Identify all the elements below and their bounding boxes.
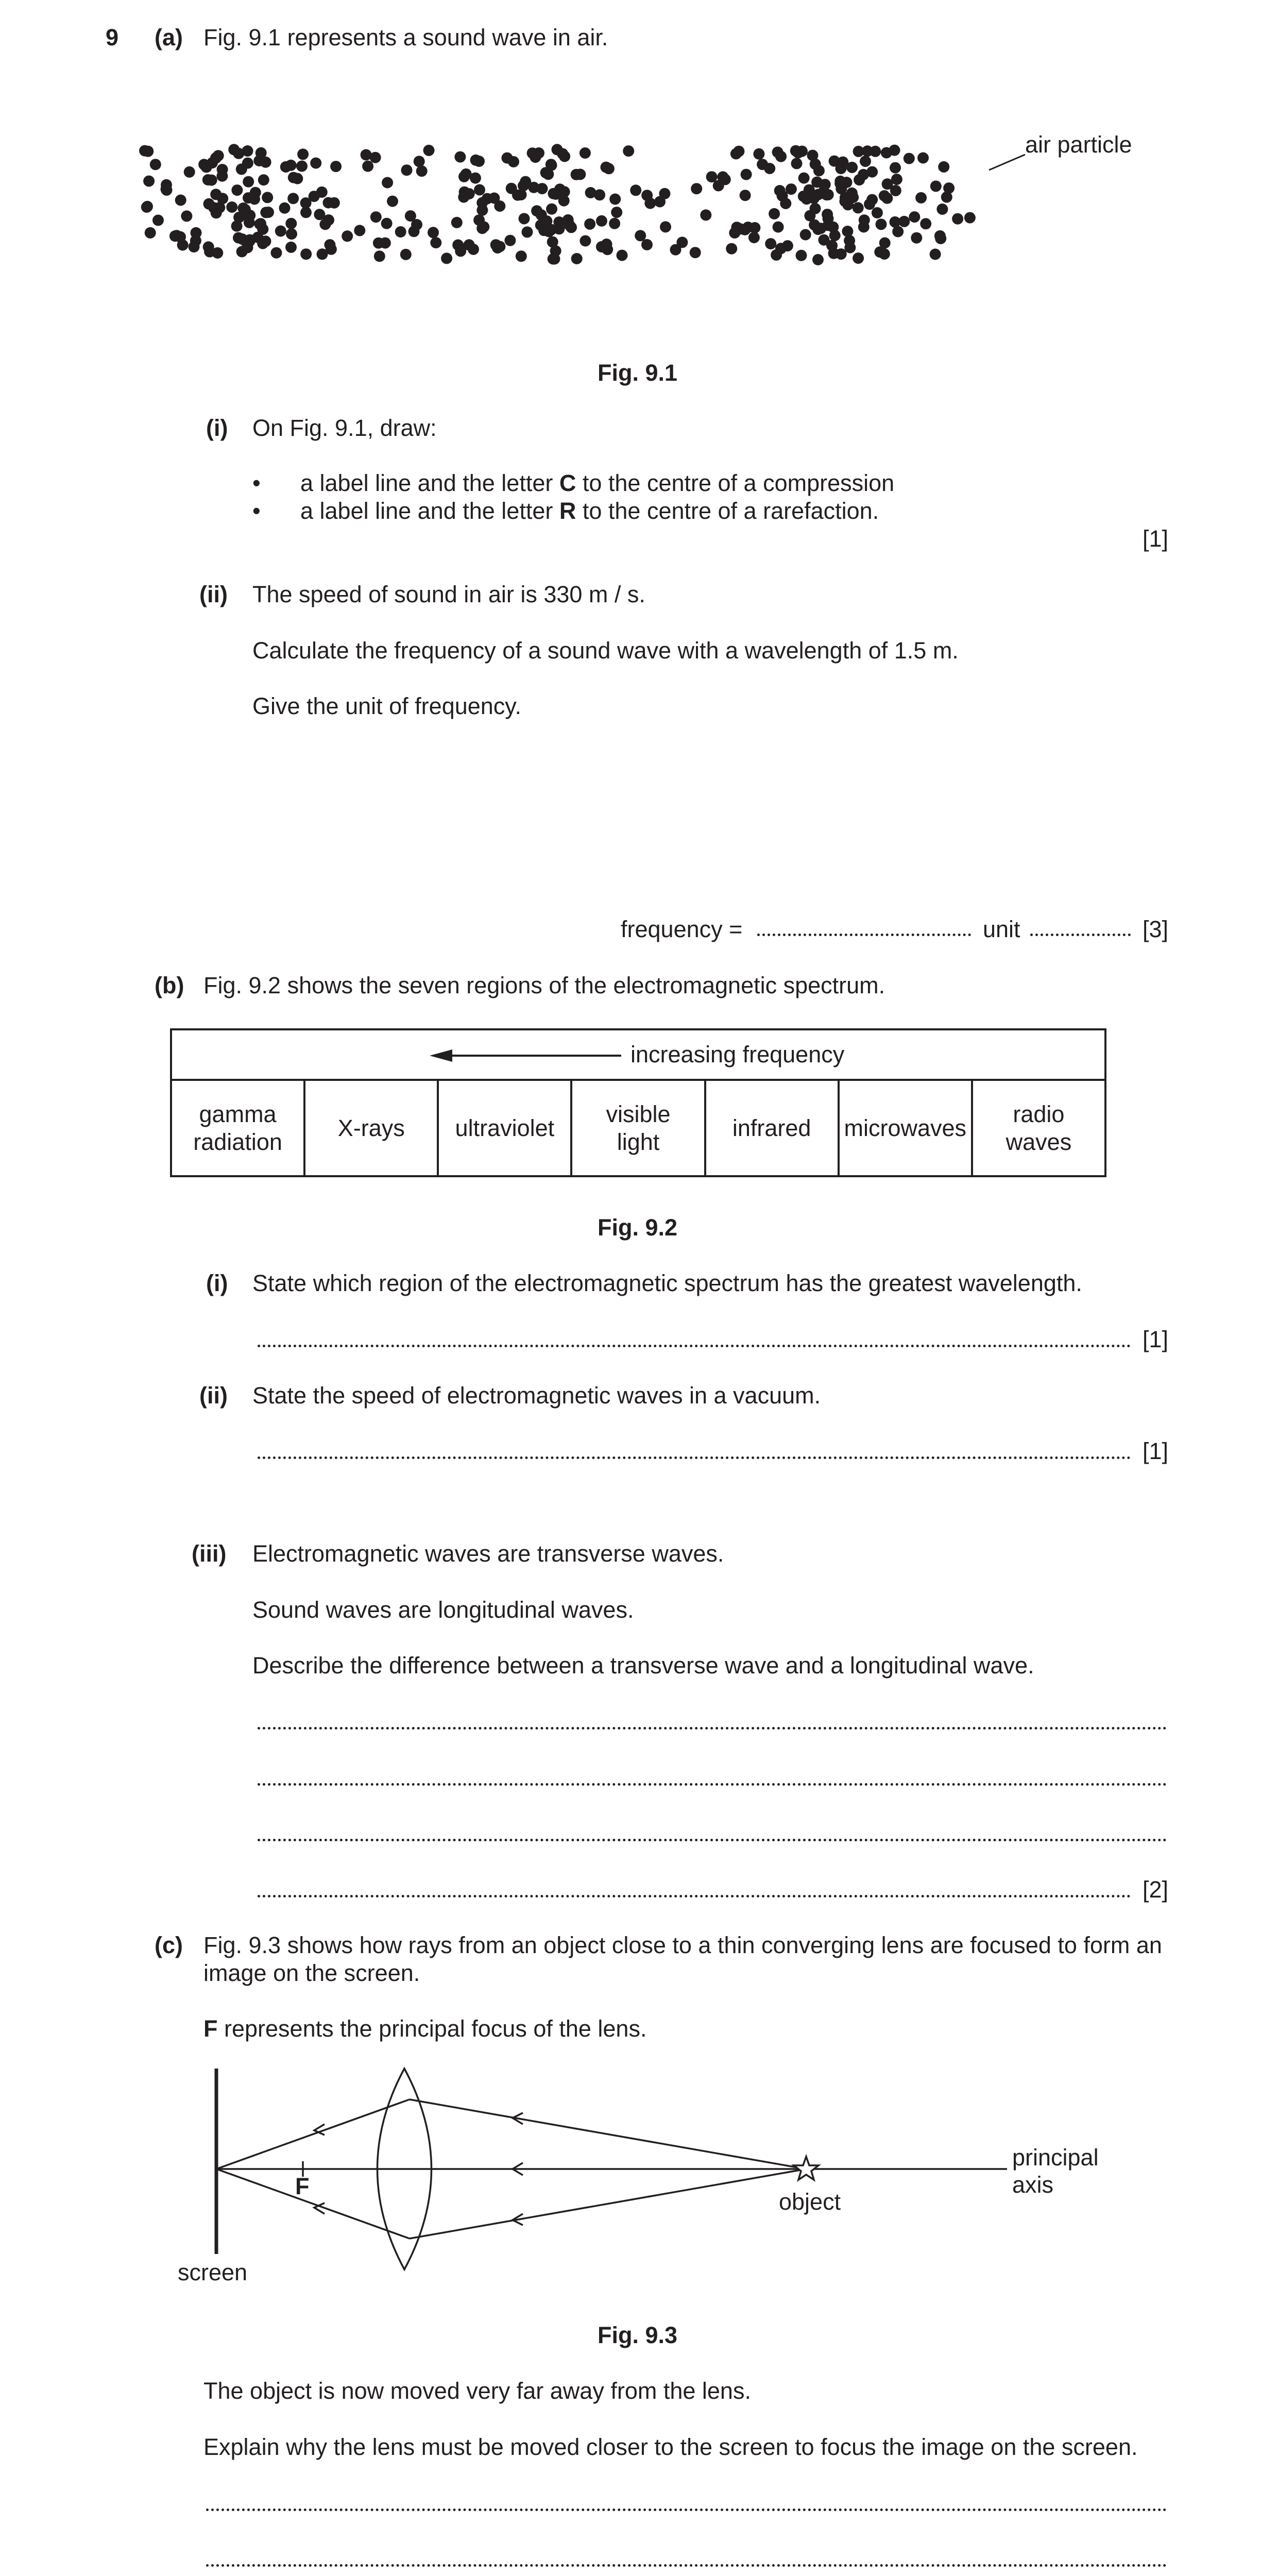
air-particle-dot: [310, 158, 321, 169]
air-particle-label-line: [989, 155, 1025, 170]
air-particle-dot: [791, 158, 803, 169]
air-particle-dot: [601, 162, 612, 173]
air-particle-dot: [175, 195, 186, 206]
air-particle-dot: [243, 176, 254, 188]
air-particle-dot: [143, 176, 155, 187]
air-particle-dot: [257, 238, 268, 249]
air-particle-dot: [790, 145, 802, 157]
fig-9-2-caption: Fig. 9.2: [598, 1214, 678, 1241]
air-particle-dot: [518, 180, 529, 192]
air-particle-dot: [233, 212, 245, 223]
air-particle-dot: [441, 252, 452, 264]
part-b-iii-line2: Sound waves are longitudinal waves.: [252, 1597, 634, 1623]
air-particle-dot: [504, 235, 516, 246]
air-particle-dot: [635, 230, 646, 241]
air-particle-dot: [416, 165, 428, 177]
air-particle-dot: [815, 223, 826, 234]
air-particle-dot: [574, 168, 586, 180]
fig-9-3-caption: Fig. 9.3: [598, 2322, 678, 2348]
air-particle-dot: [623, 145, 634, 157]
air-particle-dot: [826, 240, 838, 251]
air-particle-dot: [177, 240, 189, 251]
air-particle-dot: [879, 248, 890, 260]
bullet-icon: •: [252, 498, 261, 524]
air-particle-dot: [387, 196, 398, 207]
air-particle-dot: [300, 197, 312, 209]
air-particle-dot: [354, 225, 365, 236]
air-particle-dot: [584, 218, 595, 230]
air-particle-dot: [909, 211, 920, 223]
fig-9-1-caption: Fig. 9.1: [598, 360, 678, 386]
air-particle-dot: [260, 157, 271, 168]
air-particle-dot: [473, 214, 485, 226]
air-particle-dot: [866, 166, 878, 178]
air-particle-dot: [161, 184, 173, 196]
air-particle-dot: [314, 209, 325, 220]
air-particle-dot: [798, 173, 810, 184]
air-particle-dot: [911, 232, 922, 244]
marks-a-i: [1]: [1143, 526, 1169, 552]
air-particle-dot: [748, 232, 760, 243]
air-particle-dot: [244, 217, 255, 228]
air-particle-dot: [740, 190, 751, 201]
air-particle-dot: [617, 250, 628, 261]
air-particle-dot: [713, 180, 724, 191]
air-particle-dot: [771, 249, 782, 261]
air-particle-dot: [609, 218, 620, 229]
air-particle-dot: [285, 160, 297, 171]
air-particle-dot: [326, 244, 337, 255]
air-particle-dot: [400, 249, 412, 260]
air-particle-dot: [260, 207, 271, 218]
question-number: 9: [106, 24, 119, 50]
air-particle-dot: [800, 229, 811, 241]
air-particle-dot: [764, 163, 775, 174]
frequency-answer-line[interactable]: [757, 934, 971, 936]
air-particle-dot: [454, 151, 466, 163]
air-particle-dot: [519, 213, 530, 224]
region-radio: radio waves: [972, 1080, 1105, 1176]
air-particle-dot: [506, 183, 517, 194]
part-b-i-label: (i): [206, 1270, 228, 1296]
air-particle-dot: [423, 145, 435, 156]
air-particle-dot: [580, 147, 591, 159]
air-particle-dot: [580, 235, 591, 247]
air-particle-dot: [934, 230, 946, 242]
air-particle-dot: [468, 244, 479, 255]
air-particle-dot: [152, 215, 164, 226]
air-particle-dot: [142, 201, 153, 212]
focus-label: F: [295, 2173, 310, 2199]
air-particle-dot: [898, 216, 910, 227]
air-particle-dot: [191, 227, 202, 239]
air-particle-dot: [571, 253, 583, 264]
air-particle-dot: [508, 156, 519, 167]
air-particle-dot: [547, 236, 558, 248]
region-microwaves: microwaves: [839, 1080, 972, 1176]
air-particle-dot: [769, 208, 780, 219]
part-a-ii-line2: Calculate the frequency of a sound wave with a wavelength of 1.5 m.: [252, 637, 959, 664]
air-particle-dot: [150, 159, 161, 170]
part-b-iii-line3: Describe the difference between a transverse wave and a longitudinal wave.: [252, 1652, 1034, 1679]
part-b-intro: Fig. 9.2 shows the seven regions of the electromagnetic spectrum.: [203, 972, 885, 998]
air-particle-dot: [554, 183, 566, 195]
air-particle-dot: [860, 156, 871, 167]
air-particle-dot: [930, 180, 942, 192]
air-particle-dot: [226, 201, 237, 213]
air-particle-dot: [287, 193, 299, 204]
air-particle-dot: [892, 226, 904, 238]
air-particle-dot: [279, 202, 291, 214]
air-particle-dot: [411, 219, 422, 230]
air-particle-dot: [542, 168, 554, 180]
air-particle-dot: [329, 197, 340, 209]
air-particle-dot: [145, 227, 156, 239]
air-particle-dot: [184, 166, 195, 178]
air-particle-dot: [546, 204, 557, 215]
arrow-left-icon: [430, 1048, 636, 1063]
air-particle-dot: [739, 224, 751, 235]
air-particle-dot: [641, 239, 653, 250]
air-particle-dot: [881, 147, 892, 159]
part-b-i-prompt: State which region of the electromagnetic spectrum has the greatest wavelength.: [252, 1270, 1082, 1296]
unit-answer-label: unit: [983, 916, 1020, 942]
ray-upper-object: [410, 2099, 806, 2169]
air-particle-dot: [920, 218, 931, 229]
air-particle-dot: [374, 250, 385, 262]
answer-line-b-iii-3[interactable]: [258, 1839, 1167, 1841]
part-a-label: (a): [155, 24, 183, 50]
screen-label: screen: [178, 2259, 248, 2285]
bullet-text-rarefaction: a label line and the letter R to the centre of a rarefaction.: [300, 498, 879, 524]
air-particle-dot: [228, 144, 240, 155]
air-particle-dot: [812, 254, 824, 265]
air-particle-dot: [231, 184, 243, 196]
ray-lower-object: [410, 2169, 806, 2239]
air-particle-dot: [836, 248, 847, 260]
air-particle-dot: [531, 205, 542, 216]
arrow-label: increasing frequency: [631, 1041, 845, 1067]
air-particle-dot: [530, 151, 541, 163]
air-particle-dot: [236, 163, 247, 175]
air-particle-dot: [473, 156, 485, 167]
air-particle-dot: [535, 219, 547, 231]
air-particle-dot: [596, 241, 607, 252]
part-b-label: (b): [155, 972, 184, 998]
air-particle-dot: [203, 198, 215, 210]
air-particle-dot: [428, 227, 439, 238]
part-a-ii-line3: Give the unit of frequency.: [252, 693, 521, 719]
unit-answer-line[interactable]: [1030, 934, 1131, 936]
air-particle-dot: [249, 193, 260, 205]
air-particle-dot: [630, 184, 641, 196]
air-particle-dot: [753, 148, 764, 160]
air-particle-dot: [777, 190, 788, 201]
answer-line-b-iii-4[interactable]: [258, 1895, 1131, 1897]
air-particle-dot: [492, 242, 503, 253]
air-particle-dot: [882, 178, 893, 190]
air-particle-dot: [455, 245, 466, 257]
bullet-icon: •: [252, 470, 261, 496]
part-b-iii-label: (iii): [192, 1540, 227, 1567]
marks-b-i: [1]: [1143, 1326, 1169, 1352]
air-particle-dot: [373, 238, 384, 249]
air-particle-dot: [952, 213, 963, 225]
air-particle-dot: [522, 226, 533, 238]
air-particle-dot: [549, 253, 560, 265]
air-particle-dot: [488, 193, 500, 204]
air-particle-dot: [296, 161, 308, 172]
air-particle-dot: [430, 237, 441, 248]
air-particle-dot: [726, 243, 737, 255]
air-particle-dot: [936, 204, 948, 215]
air-particle-dot: [262, 192, 273, 203]
air-particle-dot: [904, 153, 915, 164]
air-particle-dot: [566, 222, 577, 233]
air-particle-dot: [807, 150, 819, 161]
marks-a-ii: [3]: [1143, 916, 1169, 942]
focus-statement: F represents the principal focus of the lens.: [203, 2015, 647, 2042]
part-c-line1: The object is now moved very far away from the lens.: [203, 2378, 751, 2404]
air-particle-dot: [943, 182, 955, 194]
region-visible: visible light: [571, 1080, 705, 1176]
air-particle-dot: [938, 161, 949, 173]
air-particle-dot: [516, 250, 527, 262]
air-particle-dot: [474, 184, 485, 196]
air-particle-dot: [810, 203, 821, 214]
part-a-ii-line1: The speed of sound in air is 330 m / s.: [252, 581, 645, 607]
air-particle-dot: [841, 177, 853, 188]
region-gamma: gamma radiation: [171, 1080, 304, 1176]
lens-ray-diagram: [170, 2061, 1149, 2287]
air-particle-dot: [765, 238, 776, 249]
air-particle-dot: [870, 146, 881, 157]
air-particle-dot: [342, 230, 353, 242]
part-b-iii-line1: Electromagnetic waves are transverse waves.: [252, 1540, 724, 1567]
part-a-intro: Fig. 9.1 represents a sound wave in air.: [203, 24, 608, 50]
air-particle-dot: [676, 236, 688, 248]
answer-line-b-iii-2[interactable]: [258, 1783, 1167, 1786]
answer-line-b-ii[interactable]: [258, 1456, 1131, 1459]
air-particle-dot: [844, 242, 856, 253]
air-particle-dot: [458, 192, 469, 203]
part-b-ii-prompt: State the speed of electromagnetic waves in a vacuum.: [252, 1382, 821, 1409]
air-particle-dot: [528, 182, 539, 193]
air-particle-dot: [660, 221, 671, 232]
air-particle-label: air particle: [1025, 131, 1132, 158]
air-particle-dot: [297, 148, 309, 160]
air-particle-dot: [730, 148, 742, 160]
frequency-answer-label: frequency =: [621, 916, 743, 942]
principal-axis-label-1: principal: [1012, 2144, 1099, 2171]
air-particle-dot: [654, 196, 666, 208]
answer-line-c-1[interactable]: [206, 2509, 1167, 2511]
air-particle-dot: [609, 194, 621, 205]
air-particle-dot: [202, 174, 214, 185]
air-particle-dot: [786, 183, 797, 195]
air-particle-dot: [395, 226, 406, 238]
air-particle-dot: [853, 252, 864, 264]
air-particle-dot: [773, 222, 784, 233]
air-particle-dot: [217, 193, 228, 204]
air-particle-dot: [930, 249, 941, 260]
object-star-icon: [794, 2157, 819, 2180]
part-c-label: (c): [155, 1932, 183, 1958]
air-particle-dot: [691, 183, 702, 194]
air-particle-dot: [401, 164, 413, 176]
part-b-ii-label: (ii): [199, 1382, 228, 1409]
air-particle-dot: [381, 218, 393, 229]
air-particle-dot: [641, 190, 653, 201]
air-particle-dot: [204, 246, 215, 258]
region-ultraviolet: ultraviolet: [438, 1080, 571, 1176]
air-particle-dot: [690, 247, 701, 258]
air-particle-dot: [881, 193, 893, 204]
air-particle-dot: [917, 152, 929, 164]
air-particle-dot: [890, 162, 901, 174]
air-particle-dot: [866, 194, 878, 206]
air-particle-dot: [700, 209, 711, 221]
air-particle-dot: [271, 247, 282, 259]
part-a-ii-label: (ii): [199, 581, 228, 607]
air-particle-dot: [552, 144, 563, 155]
air-particle-dot: [382, 177, 393, 189]
air-particle-dot: [827, 222, 839, 233]
air-particle-dot: [244, 234, 255, 246]
air-particle-dot: [181, 210, 192, 222]
part-a-i-prompt: On Fig. 9.1, draw:: [252, 415, 437, 441]
air-particle-dot: [915, 192, 927, 204]
air-particle-dot: [292, 173, 303, 184]
answer-line-b-i[interactable]: [258, 1345, 1131, 1347]
air-particle-dot: [596, 215, 607, 227]
frequency-arrow-row: [171, 1029, 1105, 1080]
air-particle-dot: [470, 173, 481, 184]
air-particle-dot: [872, 207, 883, 218]
air-particle-dot: [876, 218, 887, 230]
principal-axis-label-2: axis: [1012, 2172, 1054, 2198]
air-particles: [139, 144, 976, 265]
air-particle-dot: [964, 212, 976, 224]
part-a-i-label: (i): [206, 415, 228, 441]
marks-b-ii: [1]: [1143, 1438, 1169, 1464]
air-particle-dot: [414, 156, 425, 167]
answer-line-c-2[interactable]: [206, 2564, 1167, 2567]
air-particle-dot: [285, 242, 297, 253]
region-x-rays: X-rays: [304, 1080, 438, 1176]
em-spectrum-table: [170, 1028, 1106, 1177]
sound-wave-figure: [129, 118, 1159, 289]
object-label: object: [779, 2189, 841, 2215]
air-particle-dot: [370, 211, 382, 223]
air-particle-dot: [451, 217, 463, 228]
region-infrared: infrared: [705, 1080, 839, 1176]
air-particle-dot: [611, 207, 622, 218]
air-particle-dot: [316, 187, 328, 198]
marks-b-iii: [2]: [1143, 1876, 1169, 1903]
air-particle-dot: [330, 161, 342, 172]
air-particle-dot: [741, 169, 752, 180]
air-particle-dot: [201, 161, 212, 173]
air-particle-dot: [594, 189, 605, 200]
air-particle-dot: [476, 197, 488, 209]
air-particle-dot: [300, 248, 312, 260]
air-particle-dot: [775, 151, 787, 162]
air-particle-dot: [275, 226, 286, 237]
part-c-intro-line1: Fig. 9.3 shows how rays from an object close to a thin converging lens are focused to form an: [203, 1932, 1162, 1958]
air-particle-dot: [853, 202, 864, 213]
air-particle-dot: [553, 223, 565, 234]
air-particle-dot: [796, 250, 807, 261]
air-particle-dot: [840, 192, 851, 204]
air-particle-dot: [286, 228, 297, 240]
air-particle-dot: [370, 152, 381, 163]
air-particle-dot: [216, 171, 228, 182]
air-particle-dot: [257, 224, 268, 235]
air-particle-dot: [749, 222, 760, 233]
air-particle-dot: [142, 146, 154, 157]
part-c-line2: Explain why the lens must be moved closer to the screen to focus the image on the screen.: [203, 2434, 1138, 2460]
air-particle-dot: [837, 157, 848, 168]
air-particle-dot: [285, 218, 297, 229]
air-particle-dot: [818, 186, 829, 197]
air-particle-dot: [859, 214, 870, 226]
air-particle-dot: [258, 174, 269, 185]
air-particle-dot: [729, 227, 740, 239]
answer-line-b-iii-1[interactable]: [258, 1727, 1167, 1730]
air-particle-dot: [362, 161, 373, 172]
part-c-intro-line2: image on the screen.: [203, 1960, 420, 1986]
bullet-text-compression: a label line and the letter C to the centre of a compression: [300, 470, 895, 496]
